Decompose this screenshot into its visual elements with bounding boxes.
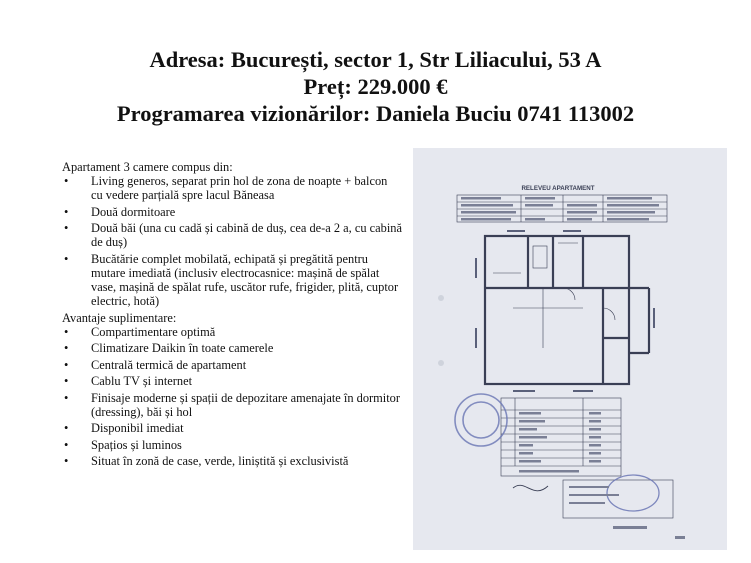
list-item-text: Bucătărie complet mobilată, echipată și pregătită pentru mutare imediată (inclusiv electrocasnice: mașină de spălat vase, mașină de spălat rufe, uscător rufe, frigider, plită, cuptor electric, hotă) [91,251,399,309]
list-item-text: Situat în zonă de case, verde, liniștită și exclusivistă [91,453,349,468]
bullet-glyph: • [64,453,69,468]
price-heading: Preț: 229.000 € [303,74,448,99]
bullet-glyph: • [64,204,69,219]
punch-hole-2 [438,360,444,366]
bullet-glyph: • [64,221,69,236]
list-item-text: Două dormitoare [91,204,176,219]
bullet-glyph: • [64,324,69,339]
list-item-text: Compartimentare optimă [91,324,216,339]
bullet-glyph: • [64,437,69,452]
list-item-text: Centrală termică de apartament [91,357,247,372]
list-item [62,391,402,419]
extras-list [62,325,402,468]
plan-title: RELEVEU APARTAMENT [521,185,595,192]
bullet-glyph: • [64,341,69,356]
bullet-glyph: • [64,251,69,266]
floor-plan-drawing [413,148,727,550]
bullet-glyph: • [64,357,69,372]
list-item [62,341,402,355]
list-item [62,454,402,468]
list-item-text: Două băi (una cu cadă și cabină de duș, cea de-a 2 a, cu cabină de duș) [91,221,402,250]
list-item-text: Cablu TV și internet [91,374,193,389]
bullet-glyph: • [64,374,69,389]
bullet-glyph: • [64,421,69,436]
list-item [62,174,402,202]
floor-plan-scan [413,148,727,550]
list-item [62,421,402,435]
punch-hole-1 [438,295,444,301]
list-item-text: Disponibil imediat [91,421,184,436]
list-item [62,374,402,388]
list-item [62,221,402,249]
list-item-text: Spațios și luminos [91,437,182,452]
rooms-intro: Apartament 3 camere compus din: [62,160,233,174]
description-block [62,160,402,470]
list-item [62,325,402,339]
rooms-list [62,174,402,308]
extras-title: Avantaje suplimentare: [62,310,177,325]
list-item [62,438,402,452]
bullet-glyph: • [64,390,69,405]
contact-heading: Programarea vizionărilor: Daniela Buciu 0741 113002 [116,101,635,126]
list-item-text: Living generos, separat prin hol de zona de noapte + balcon cu vedere parțială spre lacul Băneasa [91,174,388,203]
list-item [62,205,402,219]
listing-header [0,46,751,127]
list-item-text: Climatizare Daikin în toate camerele [91,341,274,356]
list-item [62,252,402,309]
address-heading: Adresa: București, sector 1, Str Liliacului, 53 A [149,47,602,72]
bullet-glyph: • [64,174,69,189]
list-item [62,358,402,372]
list-item-text: Finisaje moderne și spații de depozitare amenajate în dormitor (dressing), băi și hol [91,390,400,419]
scan-paper [413,148,727,550]
